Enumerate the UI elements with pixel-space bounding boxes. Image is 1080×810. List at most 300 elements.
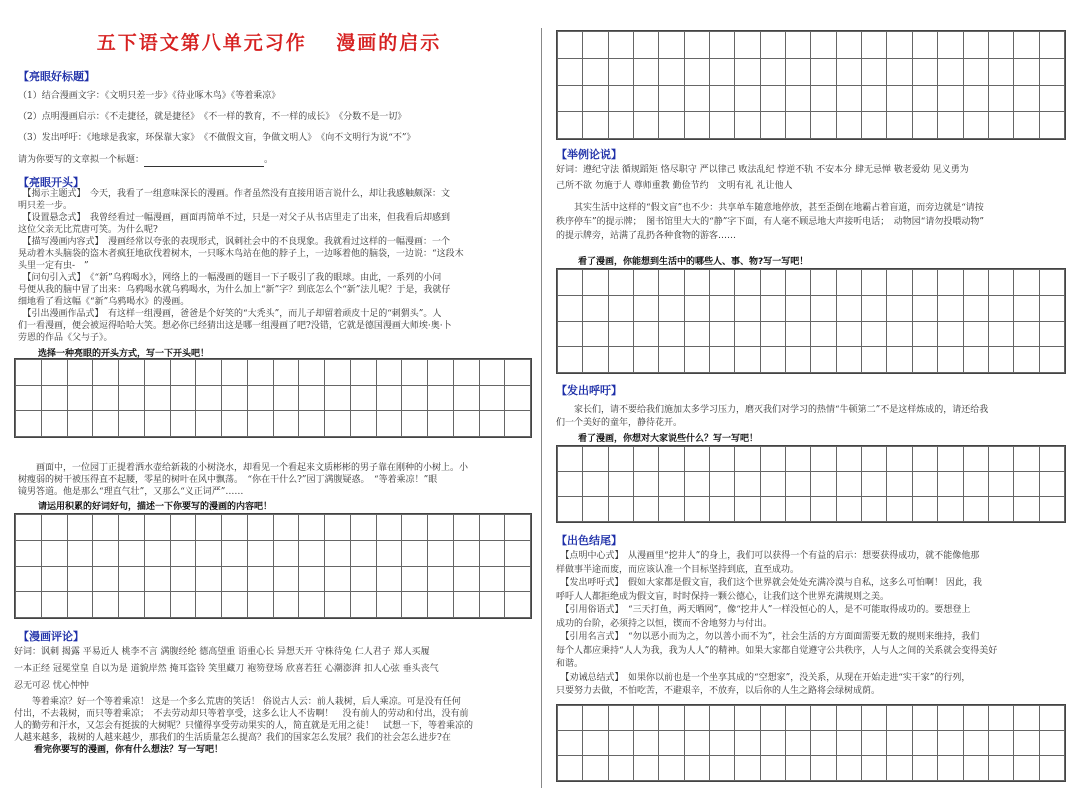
grid-cell[interactable]	[1039, 731, 1064, 756]
grid-cell[interactable]	[428, 360, 454, 386]
grid-cell[interactable]	[963, 58, 988, 85]
grid-cell[interactable]	[760, 447, 785, 472]
grid-cell[interactable]	[634, 32, 659, 59]
grid-cell[interactable]	[583, 32, 608, 59]
grid-cell[interactable]	[963, 32, 988, 59]
grid-cell[interactable]	[659, 321, 684, 347]
grid-cell[interactable]	[196, 385, 222, 411]
grid-cell[interactable]	[93, 515, 119, 541]
grid-cell[interactable]	[988, 472, 1013, 497]
grid-cell[interactable]	[247, 566, 273, 592]
grid-cell[interactable]	[402, 411, 428, 437]
grid-cell[interactable]	[684, 270, 709, 296]
grid-cell[interactable]	[1039, 270, 1064, 296]
grid-cell[interactable]	[558, 731, 583, 756]
grid-cell[interactable]	[836, 270, 861, 296]
grid-cell[interactable]	[16, 385, 42, 411]
grid-cell[interactable]	[963, 85, 988, 112]
grid-cell[interactable]	[170, 411, 196, 437]
grid-cell[interactable]	[479, 540, 505, 566]
grid-cell[interactable]	[273, 385, 299, 411]
ending-writing-grid[interactable]	[556, 704, 1066, 782]
grid-cell[interactable]	[376, 385, 402, 411]
grid-cell[interactable]	[41, 360, 67, 386]
grid-cell[interactable]	[273, 411, 299, 437]
grid-cell[interactable]	[710, 270, 735, 296]
grid-cell[interactable]	[583, 731, 608, 756]
grid-cell[interactable]	[634, 85, 659, 112]
grid-cell[interactable]	[836, 58, 861, 85]
grid-cell[interactable]	[760, 731, 785, 756]
grid-cell[interactable]	[786, 756, 811, 781]
grid-cell[interactable]	[376, 515, 402, 541]
grid-cell[interactable]	[811, 295, 836, 321]
grid-cell[interactable]	[963, 270, 988, 296]
grid-cell[interactable]	[760, 472, 785, 497]
comment-writing-grid[interactable]	[556, 30, 1066, 140]
grid-cell[interactable]	[299, 385, 325, 411]
grid-cell[interactable]	[41, 385, 67, 411]
grid-cell[interactable]	[684, 706, 709, 731]
grid-cell[interactable]	[325, 515, 351, 541]
opening-writing-grid[interactable]	[14, 358, 532, 438]
grid-cell[interactable]	[887, 706, 912, 731]
grid-cell[interactable]	[170, 566, 196, 592]
grid-cell[interactable]	[325, 360, 351, 386]
grid-cell[interactable]	[350, 360, 376, 386]
grid-cell[interactable]	[558, 321, 583, 347]
grid-cell[interactable]	[558, 472, 583, 497]
grid-cell[interactable]	[608, 270, 633, 296]
grid-cell[interactable]	[505, 566, 531, 592]
grid-cell[interactable]	[608, 756, 633, 781]
grid-cell[interactable]	[16, 566, 42, 592]
grid-cell[interactable]	[912, 472, 937, 497]
grid-cell[interactable]	[735, 270, 760, 296]
grid-cell[interactable]	[887, 295, 912, 321]
grid-cell[interactable]	[505, 540, 531, 566]
grid-cell[interactable]	[735, 756, 760, 781]
grid-cell[interactable]	[988, 347, 1013, 373]
grid-cell[interactable]	[836, 85, 861, 112]
grid-cell[interactable]	[786, 706, 811, 731]
grid-cell[interactable]	[325, 411, 351, 437]
grid-cell[interactable]	[558, 447, 583, 472]
grid-cell[interactable]	[710, 321, 735, 347]
grid-cell[interactable]	[558, 756, 583, 781]
grid-cell[interactable]	[273, 515, 299, 541]
grid-cell[interactable]	[887, 85, 912, 112]
grid-cell[interactable]	[479, 566, 505, 592]
grid-cell[interactable]	[938, 270, 963, 296]
grid-cell[interactable]	[196, 360, 222, 386]
grid-cell[interactable]	[811, 321, 836, 347]
grid-cell[interactable]	[634, 58, 659, 85]
grid-cell[interactable]	[887, 112, 912, 139]
grid-cell[interactable]	[634, 321, 659, 347]
grid-cell[interactable]	[299, 515, 325, 541]
grid-cell[interactable]	[1039, 447, 1064, 472]
grid-cell[interactable]	[453, 360, 479, 386]
grid-cell[interactable]	[583, 321, 608, 347]
grid-cell[interactable]	[963, 347, 988, 373]
grid-cell[interactable]	[273, 360, 299, 386]
grid-cell[interactable]	[505, 360, 531, 386]
grid-cell[interactable]	[836, 32, 861, 59]
grid-cell[interactable]	[119, 385, 145, 411]
grid-cell[interactable]	[376, 540, 402, 566]
grid-cell[interactable]	[247, 411, 273, 437]
grid-cell[interactable]	[836, 472, 861, 497]
grid-cell[interactable]	[1014, 321, 1039, 347]
grid-cell[interactable]	[196, 566, 222, 592]
grid-cell[interactable]	[786, 447, 811, 472]
grid-cell[interactable]	[558, 85, 583, 112]
grid-cell[interactable]	[811, 706, 836, 731]
grid-cell[interactable]	[938, 756, 963, 781]
grid-cell[interactable]	[583, 756, 608, 781]
example-writing-grid[interactable]	[556, 268, 1066, 374]
grid-cell[interactable]	[836, 321, 861, 347]
grid-cell[interactable]	[912, 731, 937, 756]
grid-cell[interactable]	[735, 447, 760, 472]
grid-cell[interactable]	[862, 321, 887, 347]
grid-cell[interactable]	[887, 32, 912, 59]
grid-cell[interactable]	[1014, 270, 1039, 296]
grid-cell[interactable]	[963, 321, 988, 347]
grid-cell[interactable]	[119, 566, 145, 592]
grid-cell[interactable]	[1014, 112, 1039, 139]
grid-cell[interactable]	[1039, 58, 1064, 85]
grid-cell[interactable]	[558, 497, 583, 522]
grid-cell[interactable]	[273, 540, 299, 566]
grid-cell[interactable]	[583, 347, 608, 373]
grid-cell[interactable]	[710, 447, 735, 472]
grid-cell[interactable]	[428, 515, 454, 541]
grid-cell[interactable]	[988, 706, 1013, 731]
grid-cell[interactable]	[170, 540, 196, 566]
grid-cell[interactable]	[684, 731, 709, 756]
grid-cell[interactable]	[634, 731, 659, 756]
grid-cell[interactable]	[1014, 32, 1039, 59]
grid-cell[interactable]	[938, 112, 963, 139]
title-answer-blank[interactable]	[144, 157, 264, 167]
grid-cell[interactable]	[862, 32, 887, 59]
grid-cell[interactable]	[1039, 112, 1064, 139]
grid-cell[interactable]	[988, 32, 1013, 59]
grid-cell[interactable]	[222, 385, 248, 411]
grid-cell[interactable]	[1014, 447, 1039, 472]
grid-cell[interactable]	[505, 385, 531, 411]
grid-cell[interactable]	[41, 515, 67, 541]
grid-cell[interactable]	[659, 497, 684, 522]
grid-cell[interactable]	[170, 592, 196, 618]
grid-cell[interactable]	[862, 58, 887, 85]
grid-cell[interactable]	[608, 347, 633, 373]
grid-cell[interactable]	[912, 756, 937, 781]
grid-cell[interactable]	[887, 58, 912, 85]
grid-cell[interactable]	[684, 472, 709, 497]
grid-cell[interactable]	[350, 566, 376, 592]
grid-cell[interactable]	[634, 472, 659, 497]
grid-cell[interactable]	[119, 592, 145, 618]
grid-cell[interactable]	[558, 32, 583, 59]
grid-cell[interactable]	[634, 706, 659, 731]
grid-cell[interactable]	[659, 295, 684, 321]
grid-cell[interactable]	[479, 360, 505, 386]
grid-cell[interactable]	[760, 497, 785, 522]
grid-cell[interactable]	[144, 566, 170, 592]
grid-cell[interactable]	[608, 447, 633, 472]
grid-cell[interactable]	[119, 360, 145, 386]
grid-cell[interactable]	[811, 347, 836, 373]
grid-cell[interactable]	[887, 347, 912, 373]
grid-cell[interactable]	[735, 472, 760, 497]
grid-cell[interactable]	[1039, 32, 1064, 59]
grid-cell[interactable]	[634, 270, 659, 296]
grid-cell[interactable]	[247, 360, 273, 386]
grid-cell[interactable]	[222, 566, 248, 592]
grid-cell[interactable]	[836, 295, 861, 321]
grid-cell[interactable]	[67, 540, 93, 566]
grid-cell[interactable]	[938, 295, 963, 321]
grid-cell[interactable]	[1039, 347, 1064, 373]
grid-cell[interactable]	[119, 411, 145, 437]
grid-cell[interactable]	[16, 360, 42, 386]
grid-cell[interactable]	[938, 85, 963, 112]
grid-cell[interactable]	[760, 270, 785, 296]
grid-cell[interactable]	[634, 112, 659, 139]
description-writing-grid[interactable]	[14, 513, 532, 619]
grid-cell[interactable]	[144, 592, 170, 618]
grid-cell[interactable]	[811, 85, 836, 112]
grid-cell[interactable]	[247, 385, 273, 411]
grid-cell[interactable]	[912, 497, 937, 522]
grid-cell[interactable]	[684, 447, 709, 472]
grid-cell[interactable]	[350, 592, 376, 618]
grid-cell[interactable]	[988, 497, 1013, 522]
grid-cell[interactable]	[988, 58, 1013, 85]
grid-cell[interactable]	[988, 756, 1013, 781]
grid-cell[interactable]	[144, 540, 170, 566]
grid-cell[interactable]	[988, 85, 1013, 112]
grid-cell[interactable]	[453, 566, 479, 592]
grid-cell[interactable]	[912, 112, 937, 139]
grid-cell[interactable]	[836, 756, 861, 781]
grid-cell[interactable]	[963, 497, 988, 522]
grid-cell[interactable]	[862, 295, 887, 321]
grid-cell[interactable]	[912, 85, 937, 112]
grid-cell[interactable]	[608, 731, 633, 756]
grid-cell[interactable]	[453, 411, 479, 437]
grid-cell[interactable]	[684, 347, 709, 373]
grid-cell[interactable]	[938, 447, 963, 472]
grid-cell[interactable]	[402, 540, 428, 566]
grid-cell[interactable]	[1039, 295, 1064, 321]
grid-cell[interactable]	[479, 592, 505, 618]
grid-cell[interactable]	[583, 85, 608, 112]
grid-cell[interactable]	[710, 756, 735, 781]
grid-cell[interactable]	[608, 32, 633, 59]
grid-cell[interactable]	[583, 295, 608, 321]
grid-cell[interactable]	[760, 85, 785, 112]
grid-cell[interactable]	[862, 706, 887, 731]
grid-cell[interactable]	[558, 270, 583, 296]
grid-cell[interactable]	[963, 472, 988, 497]
grid-cell[interactable]	[1014, 295, 1039, 321]
grid-cell[interactable]	[710, 497, 735, 522]
grid-cell[interactable]	[836, 731, 861, 756]
grid-cell[interactable]	[325, 540, 351, 566]
grid-cell[interactable]	[16, 515, 42, 541]
grid-cell[interactable]	[659, 32, 684, 59]
grid-cell[interactable]	[299, 566, 325, 592]
grid-cell[interactable]	[786, 347, 811, 373]
grid-cell[interactable]	[350, 515, 376, 541]
grid-cell[interactable]	[659, 347, 684, 373]
grid-cell[interactable]	[1039, 706, 1064, 731]
grid-cell[interactable]	[710, 295, 735, 321]
grid-cell[interactable]	[938, 472, 963, 497]
grid-cell[interactable]	[862, 731, 887, 756]
grid-cell[interactable]	[735, 112, 760, 139]
grid-cell[interactable]	[862, 347, 887, 373]
grid-cell[interactable]	[887, 731, 912, 756]
grid-cell[interactable]	[402, 566, 428, 592]
grid-cell[interactable]	[659, 706, 684, 731]
grid-cell[interactable]	[67, 566, 93, 592]
grid-cell[interactable]	[583, 447, 608, 472]
grid-cell[interactable]	[938, 497, 963, 522]
grid-cell[interactable]	[1014, 731, 1039, 756]
grid-cell[interactable]	[41, 411, 67, 437]
grid-cell[interactable]	[760, 112, 785, 139]
grid-cell[interactable]	[862, 85, 887, 112]
grid-cell[interactable]	[376, 592, 402, 618]
grid-cell[interactable]	[735, 321, 760, 347]
grid-cell[interactable]	[402, 385, 428, 411]
grid-cell[interactable]	[760, 32, 785, 59]
grid-cell[interactable]	[608, 58, 633, 85]
grid-cell[interactable]	[710, 32, 735, 59]
grid-cell[interactable]	[836, 347, 861, 373]
grid-cell[interactable]	[912, 706, 937, 731]
grid-cell[interactable]	[222, 540, 248, 566]
grid-cell[interactable]	[684, 85, 709, 112]
grid-cell[interactable]	[505, 592, 531, 618]
grid-cell[interactable]	[505, 411, 531, 437]
grid-cell[interactable]	[170, 515, 196, 541]
grid-cell[interactable]	[811, 447, 836, 472]
grid-cell[interactable]	[67, 360, 93, 386]
grid-cell[interactable]	[93, 360, 119, 386]
grid-cell[interactable]	[811, 497, 836, 522]
grid-cell[interactable]	[196, 411, 222, 437]
grid-cell[interactable]	[659, 85, 684, 112]
grid-cell[interactable]	[988, 731, 1013, 756]
grid-cell[interactable]	[453, 385, 479, 411]
grid-cell[interactable]	[222, 515, 248, 541]
grid-cell[interactable]	[1014, 706, 1039, 731]
grid-cell[interactable]	[862, 472, 887, 497]
grid-cell[interactable]	[583, 270, 608, 296]
grid-cell[interactable]	[93, 540, 119, 566]
grid-cell[interactable]	[350, 385, 376, 411]
grid-cell[interactable]	[938, 706, 963, 731]
grid-cell[interactable]	[16, 540, 42, 566]
grid-cell[interactable]	[811, 112, 836, 139]
grid-cell[interactable]	[583, 472, 608, 497]
grid-cell[interactable]	[760, 756, 785, 781]
grid-cell[interactable]	[558, 295, 583, 321]
grid-cell[interactable]	[325, 566, 351, 592]
grid-cell[interactable]	[1039, 756, 1064, 781]
grid-cell[interactable]	[144, 411, 170, 437]
grid-cell[interactable]	[1014, 85, 1039, 112]
grid-cell[interactable]	[583, 58, 608, 85]
grid-cell[interactable]	[299, 592, 325, 618]
grid-cell[interactable]	[634, 447, 659, 472]
grid-cell[interactable]	[608, 321, 633, 347]
grid-cell[interactable]	[735, 85, 760, 112]
grid-cell[interactable]	[786, 58, 811, 85]
grid-cell[interactable]	[938, 731, 963, 756]
grid-cell[interactable]	[479, 515, 505, 541]
grid-cell[interactable]	[811, 270, 836, 296]
grid-cell[interactable]	[659, 58, 684, 85]
grid-cell[interactable]	[988, 295, 1013, 321]
grid-cell[interactable]	[119, 515, 145, 541]
grid-cell[interactable]	[836, 497, 861, 522]
grid-cell[interactable]	[862, 112, 887, 139]
grid-cell[interactable]	[760, 321, 785, 347]
grid-cell[interactable]	[684, 58, 709, 85]
grid-cell[interactable]	[1039, 85, 1064, 112]
grid-cell[interactable]	[938, 58, 963, 85]
grid-cell[interactable]	[608, 472, 633, 497]
grid-cell[interactable]	[912, 32, 937, 59]
grid-cell[interactable]	[710, 706, 735, 731]
grid-cell[interactable]	[350, 411, 376, 437]
grid-cell[interactable]	[811, 32, 836, 59]
grid-cell[interactable]	[735, 32, 760, 59]
grid-cell[interactable]	[862, 447, 887, 472]
grid-cell[interactable]	[786, 472, 811, 497]
grid-cell[interactable]	[376, 411, 402, 437]
grid-cell[interactable]	[67, 592, 93, 618]
grid-cell[interactable]	[325, 385, 351, 411]
grid-cell[interactable]	[684, 112, 709, 139]
grid-cell[interactable]	[1039, 472, 1064, 497]
grid-cell[interactable]	[710, 85, 735, 112]
grid-cell[interactable]	[428, 385, 454, 411]
grid-cell[interactable]	[912, 295, 937, 321]
grid-cell[interactable]	[887, 270, 912, 296]
grid-cell[interactable]	[862, 270, 887, 296]
grid-cell[interactable]	[402, 592, 428, 618]
grid-cell[interactable]	[735, 731, 760, 756]
grid-cell[interactable]	[608, 112, 633, 139]
grid-cell[interactable]	[760, 347, 785, 373]
grid-cell[interactable]	[634, 347, 659, 373]
grid-cell[interactable]	[811, 58, 836, 85]
grid-cell[interactable]	[988, 447, 1013, 472]
grid-cell[interactable]	[988, 321, 1013, 347]
grid-cell[interactable]	[760, 58, 785, 85]
grid-cell[interactable]	[786, 731, 811, 756]
grid-cell[interactable]	[222, 360, 248, 386]
grid-cell[interactable]	[836, 112, 861, 139]
